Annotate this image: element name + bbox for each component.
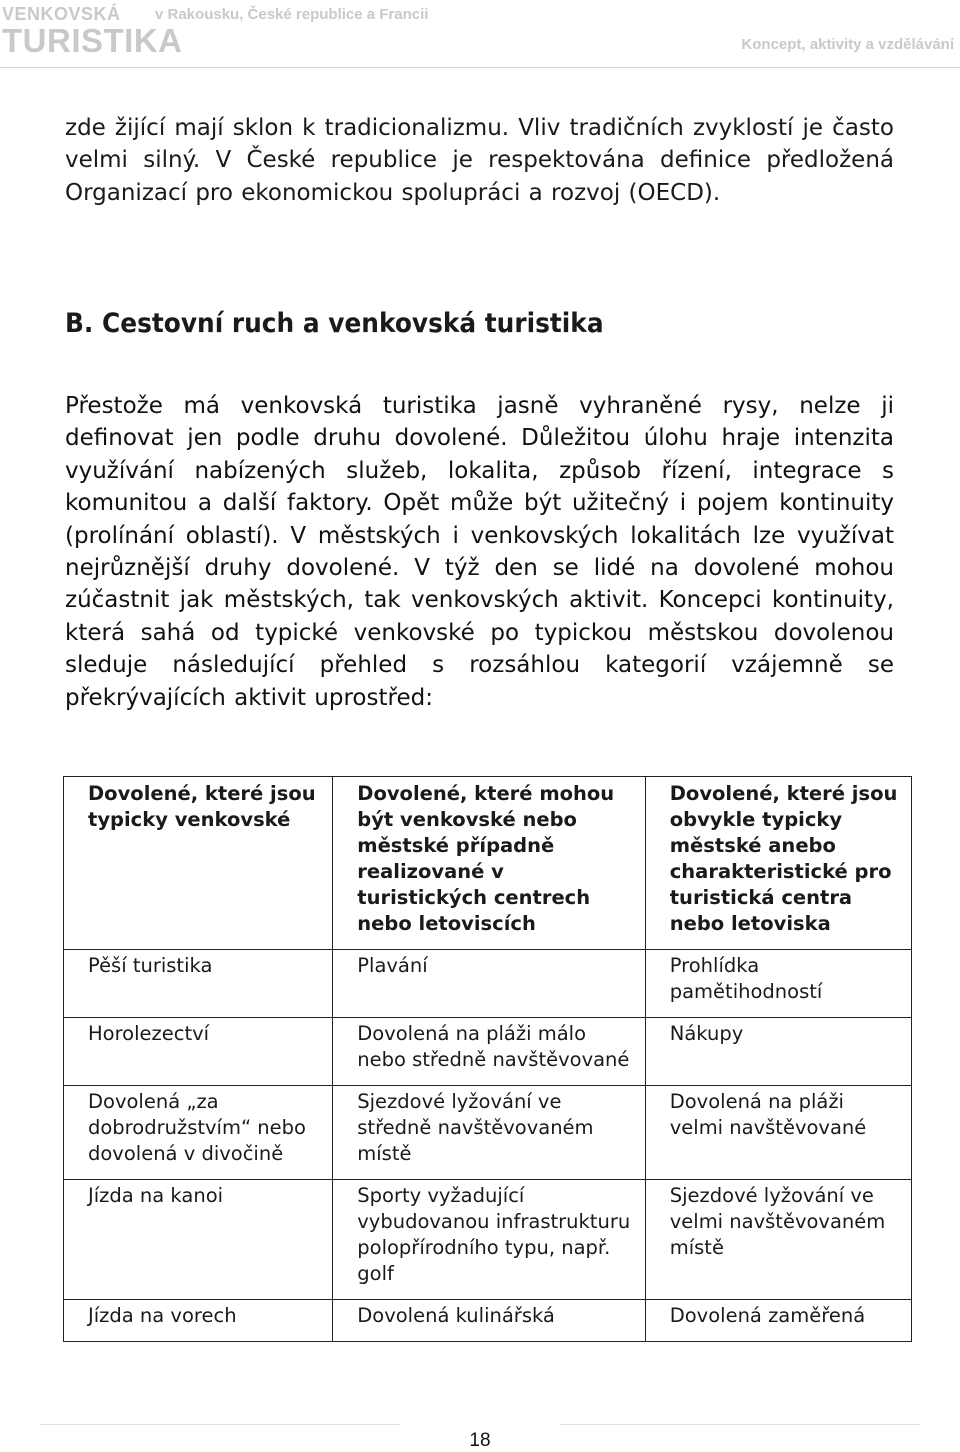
table-cell: Jízda na vorech (64, 1300, 333, 1342)
table-header-cell: Dovolené, které jsou obvykle typicky městské anebo charakteristické pro turistická centra nebo letoviska (645, 777, 911, 950)
activities-table (63, 776, 912, 1342)
table-cell: Pěší turistika (64, 950, 333, 1018)
table-row (64, 1300, 912, 1342)
table-header-cell: Dovolené, které mohou být venkovské nebo městské případně realizované v turistických centrech nebo letoviscích (333, 777, 645, 950)
table-cell: Dovolená „za dobrodružstvím“ nebo dovolená v divočině (64, 1086, 333, 1180)
table-cell: Sporty vyžadující vybudovanou infrastrukturu polopřírodního typu, např. golf (333, 1180, 645, 1300)
table-cell: Plavání (333, 950, 645, 1018)
header-divider (0, 67, 960, 68)
table-row (64, 1018, 912, 1086)
table-cell: Nákupy (645, 1018, 911, 1086)
table-header-cell: Dovolené, které jsou typicky venkovské (64, 777, 333, 950)
table-cell: Sjezdové lyžování ve středně navštěvovaném místě (333, 1086, 645, 1180)
page-header (0, 0, 960, 70)
table-row (64, 1180, 912, 1300)
footer-divider-left (40, 1424, 400, 1425)
brand-line-1: VENKOVSKÁ (2, 4, 121, 24)
table-cell: Dovolená zaměřená (645, 1300, 911, 1342)
table-cell: Dovolená kulinářská (333, 1300, 645, 1342)
header-tagline: Koncept, aktivity a vzdělávání (741, 36, 954, 53)
table-cell: Prohlídka pamětihodností (645, 950, 911, 1018)
table-row (64, 950, 912, 1018)
table-cell: Sjezdové lyžování ve velmi navštěvovaném místě (645, 1180, 911, 1300)
footer-divider-right (560, 1424, 920, 1425)
table-row (64, 1086, 912, 1180)
paragraph-main: Přestože má venkovská turistika jasně vyhraněné rysy, nelze ji definovat jen podle druhu dovolené. Důležitou úlohu hraje intenzita využívání nabízených služeb, lokalita, způsob řízení, integrace s komunitou a další faktory. Opět může být užitečný i pojem kontinuity (prolínání oblastí). V městských i venkovských lokalitách lze využívat nejrůznější druhy dovolené. V týž den se lidé na dovolené mohou zúčastnit jak městských, tak venkovských aktivit. Koncepci kontinuity, která sahá od typické venkovské po typickou městskou dovolenou sleduje následující přehled s rozsáhlou kategorií vzájemně se překrývajících aktivit uprostřed: (65, 393, 894, 711)
table-cell: Dovolená na pláži málo nebo středně navštěvované (333, 1018, 645, 1086)
section-heading: B. Cestovní ruch a venkovská turistika (65, 308, 604, 339)
brand-line-2: TURISTIKA (2, 22, 183, 59)
brand-subtitle: v Rakousku, České republice a Francii (155, 6, 429, 23)
table-cell: Jízda na kanoi (64, 1180, 333, 1300)
page-number: 18 (469, 1430, 491, 1451)
table-cell: Dovolená na pláži velmi navštěvované (645, 1086, 911, 1180)
table-cell: Horolezectví (64, 1018, 333, 1086)
table-header-row (64, 777, 912, 950)
page-content (65, 112, 894, 711)
paragraph-intro: zde žijící mají sklon k tradicionalizmu. Vliv tradičních zvyklostí je často velmi silný. V České republice je respektována definice předložená Organizací pro ekonomickou spolupráci a rozvoj (OECD). (65, 115, 894, 206)
